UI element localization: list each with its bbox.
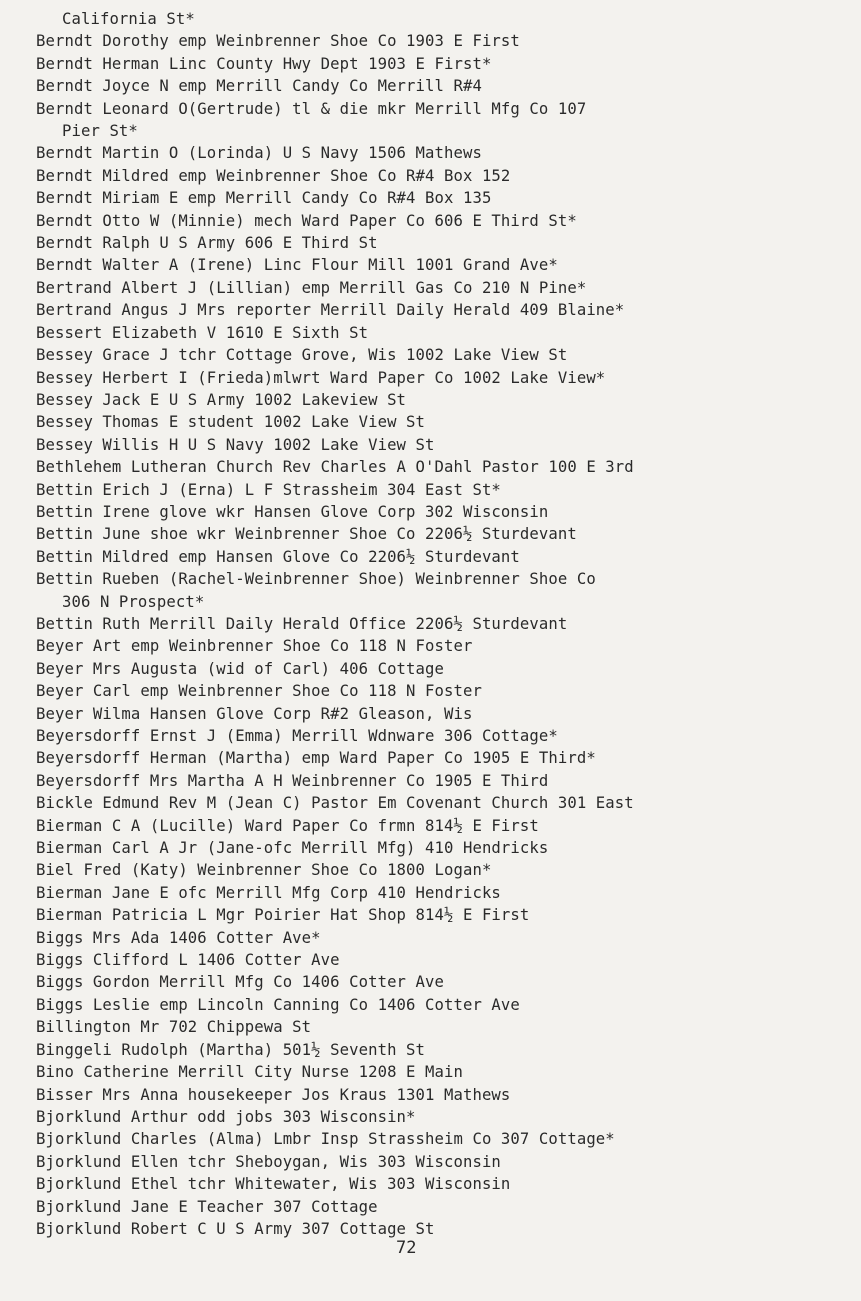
directory-entry: Beyer Art emp Weinbrenner Shoe Co 118 N Foster [36,637,473,656]
directory-entry: Bertrand Albert J (Lillian) emp Merrill Gas Co 210 N Pine* [36,278,587,297]
directory-entry: Berndt Miriam E emp Merrill Candy Co R#4 Box 135 [36,189,492,208]
directory-entry: Bethlehem Lutheran Church Rev Charles A O'Dahl Pastor 100 E 3rd [36,458,634,477]
directory-entry: Beyersdorff Mrs Martha A H Weinbrenner Co 1905 E Third [36,771,549,790]
directory-entry: Bessey Herbert I (Frieda)mlwrt Ward Paper Co 1002 Lake View* [36,368,606,387]
directory-entry: Bjorklund Charles (Alma) Lmbr Insp Strassheim Co 307 Cottage* [36,1130,615,1149]
page-number: 72 [396,1238,417,1258]
directory-entry: Berndt Martin O (Lorinda) U S Navy 1506 Mathews [36,144,482,163]
directory-entry: Bjorklund Arthur odd jobs 303 Wisconsin* [36,1107,416,1126]
directory-entry-continuation: Pier St* [62,122,138,141]
directory-entry-continuation: California St* [62,10,195,28]
directory-entry: Bickle Edmund Rev M (Jean C) Pastor Em Covenant Church 301 East [36,794,634,813]
directory-entry: Bettin Mildred emp Hansen Glove Co 2206½ Sturdevant [36,547,520,566]
directory-entry: Bettin Rueben (Rachel-Weinbrenner Shoe) Weinbrenner Shoe Co [36,570,596,589]
directory-entry: Bierman Carl A Jr (Jane-ofc Merrill Mfg) 410 Hendricks [36,839,549,858]
directory-entry: Bino Catherine Merrill City Nurse 1208 E Main [36,1063,463,1082]
directory-entry: Berndt Mildred emp Weinbrenner Shoe Co R#4 Box 152 [36,166,511,185]
directory-entry: Binggeli Rudolph (Martha) 501½ Seventh St [36,1040,426,1059]
directory-entries [0,8,861,1240]
directory-entry: Biel Fred (Katy) Weinbrenner Shoe Co 1800 Logan* [36,861,492,880]
directory-entry: Bierman C A (Lucille) Ward Paper Co frmn 814½ E First [36,816,539,835]
directory-entry: Bessert Elizabeth V 1610 E Sixth St [36,323,369,342]
directory-entry: Beyer Carl emp Weinbrenner Shoe Co 118 N Foster [36,682,482,701]
directory-entry: Bierman Jane E ofc Merrill Mfg Corp 410 Hendricks [36,883,501,902]
directory-entry: Berndt Otto W (Minnie) mech Ward Paper Co 606 E Third St* [36,211,577,230]
directory-entry: Bessey Jack E U S Army 1002 Lakeview St [36,390,407,409]
directory-entry: Beyersdorff Ernst J (Emma) Merrill Wdnware 306 Cottage* [36,727,558,745]
directory-entry: Bjorklund Robert C U S Army 307 Cottage St [36,1219,435,1238]
directory-entry: Bierman Patricia L Mgr Poirier Hat Shop 814½ E First [36,906,530,925]
directory-entry: Bjorklund Ethel tchr Whitewater, Wis 303 Wisconsin [36,1175,511,1194]
directory-entry: Berndt Joyce N emp Merrill Candy Co Merrill R#4 [36,77,482,96]
directory-entry: Bettin Ruth Merrill Daily Herald Office 2206½ Sturdevant [36,614,568,633]
directory-entry: Beyersdorff Herman (Martha) emp Ward Paper Co 1905 E Third* [36,749,596,768]
directory-entry: Bjorklund Ellen tchr Sheboygan, Wis 303 Wisconsin [36,1152,501,1171]
directory-entry: Billington Mr 702 Chippewa St [36,1018,312,1037]
directory-entry: Bessey Willis H U S Navy 1002 Lake View St [36,435,435,454]
directory-entry: Berndt Walter A (Irene) Linc Flour Mill 1001 Grand Ave* [36,256,558,275]
directory-entry: Biggs Gordon Merrill Mfg Co 1406 Cotter Ave [36,973,444,992]
directory-entry: Beyer Mrs Augusta (wid of Carl) 406 Cottage [36,659,444,678]
directory-entry: Bisser Mrs Anna housekeeper Jos Kraus 1301 Mathews [36,1085,511,1104]
directory-entry: Biggs Leslie emp Lincoln Canning Co 1406 Cotter Ave [36,995,520,1014]
directory-entry: Berndt Leonard O(Gertrude) tl & die mkr Merrill Mfg Co 107 [36,99,587,118]
directory-entry: Berndt Ralph U S Army 606 E Third St [36,234,378,253]
directory-entry: Bessey Thomas E student 1002 Lake View St [36,413,426,432]
directory-entry: Bettin Erich J (Erna) L F Strassheim 304 East St* [36,480,501,499]
directory-entry-continuation: 306 N Prospect* [62,592,205,611]
directory-entry: Beyer Wilma Hansen Glove Corp R#2 Gleason, Wis [36,704,473,723]
directory-entry: Bettin June shoe wkr Weinbrenner Shoe Co 2206½ Sturdevant [36,525,577,544]
directory-entry: Biggs Mrs Ada 1406 Cotter Ave* [36,928,321,947]
directory-entry: Berndt Dorothy emp Weinbrenner Shoe Co 1903 E First [36,32,520,51]
directory-entry: Bettin Irene glove wkr Hansen Glove Corp 302 Wisconsin [36,502,549,521]
directory-entry: Bessey Grace J tchr Cottage Grove, Wis 1002 Lake View St [36,346,568,365]
directory-entry: Biggs Clifford L 1406 Cotter Ave [36,951,340,970]
directory-entry: Berndt Herman Linc County Hwy Dept 1903 E First* [36,54,492,73]
directory-entry: Bjorklund Jane E Teacher 307 Cottage [36,1197,378,1216]
directory-entry: Bertrand Angus J Mrs reporter Merrill Daily Herald 409 Blaine* [36,301,625,320]
